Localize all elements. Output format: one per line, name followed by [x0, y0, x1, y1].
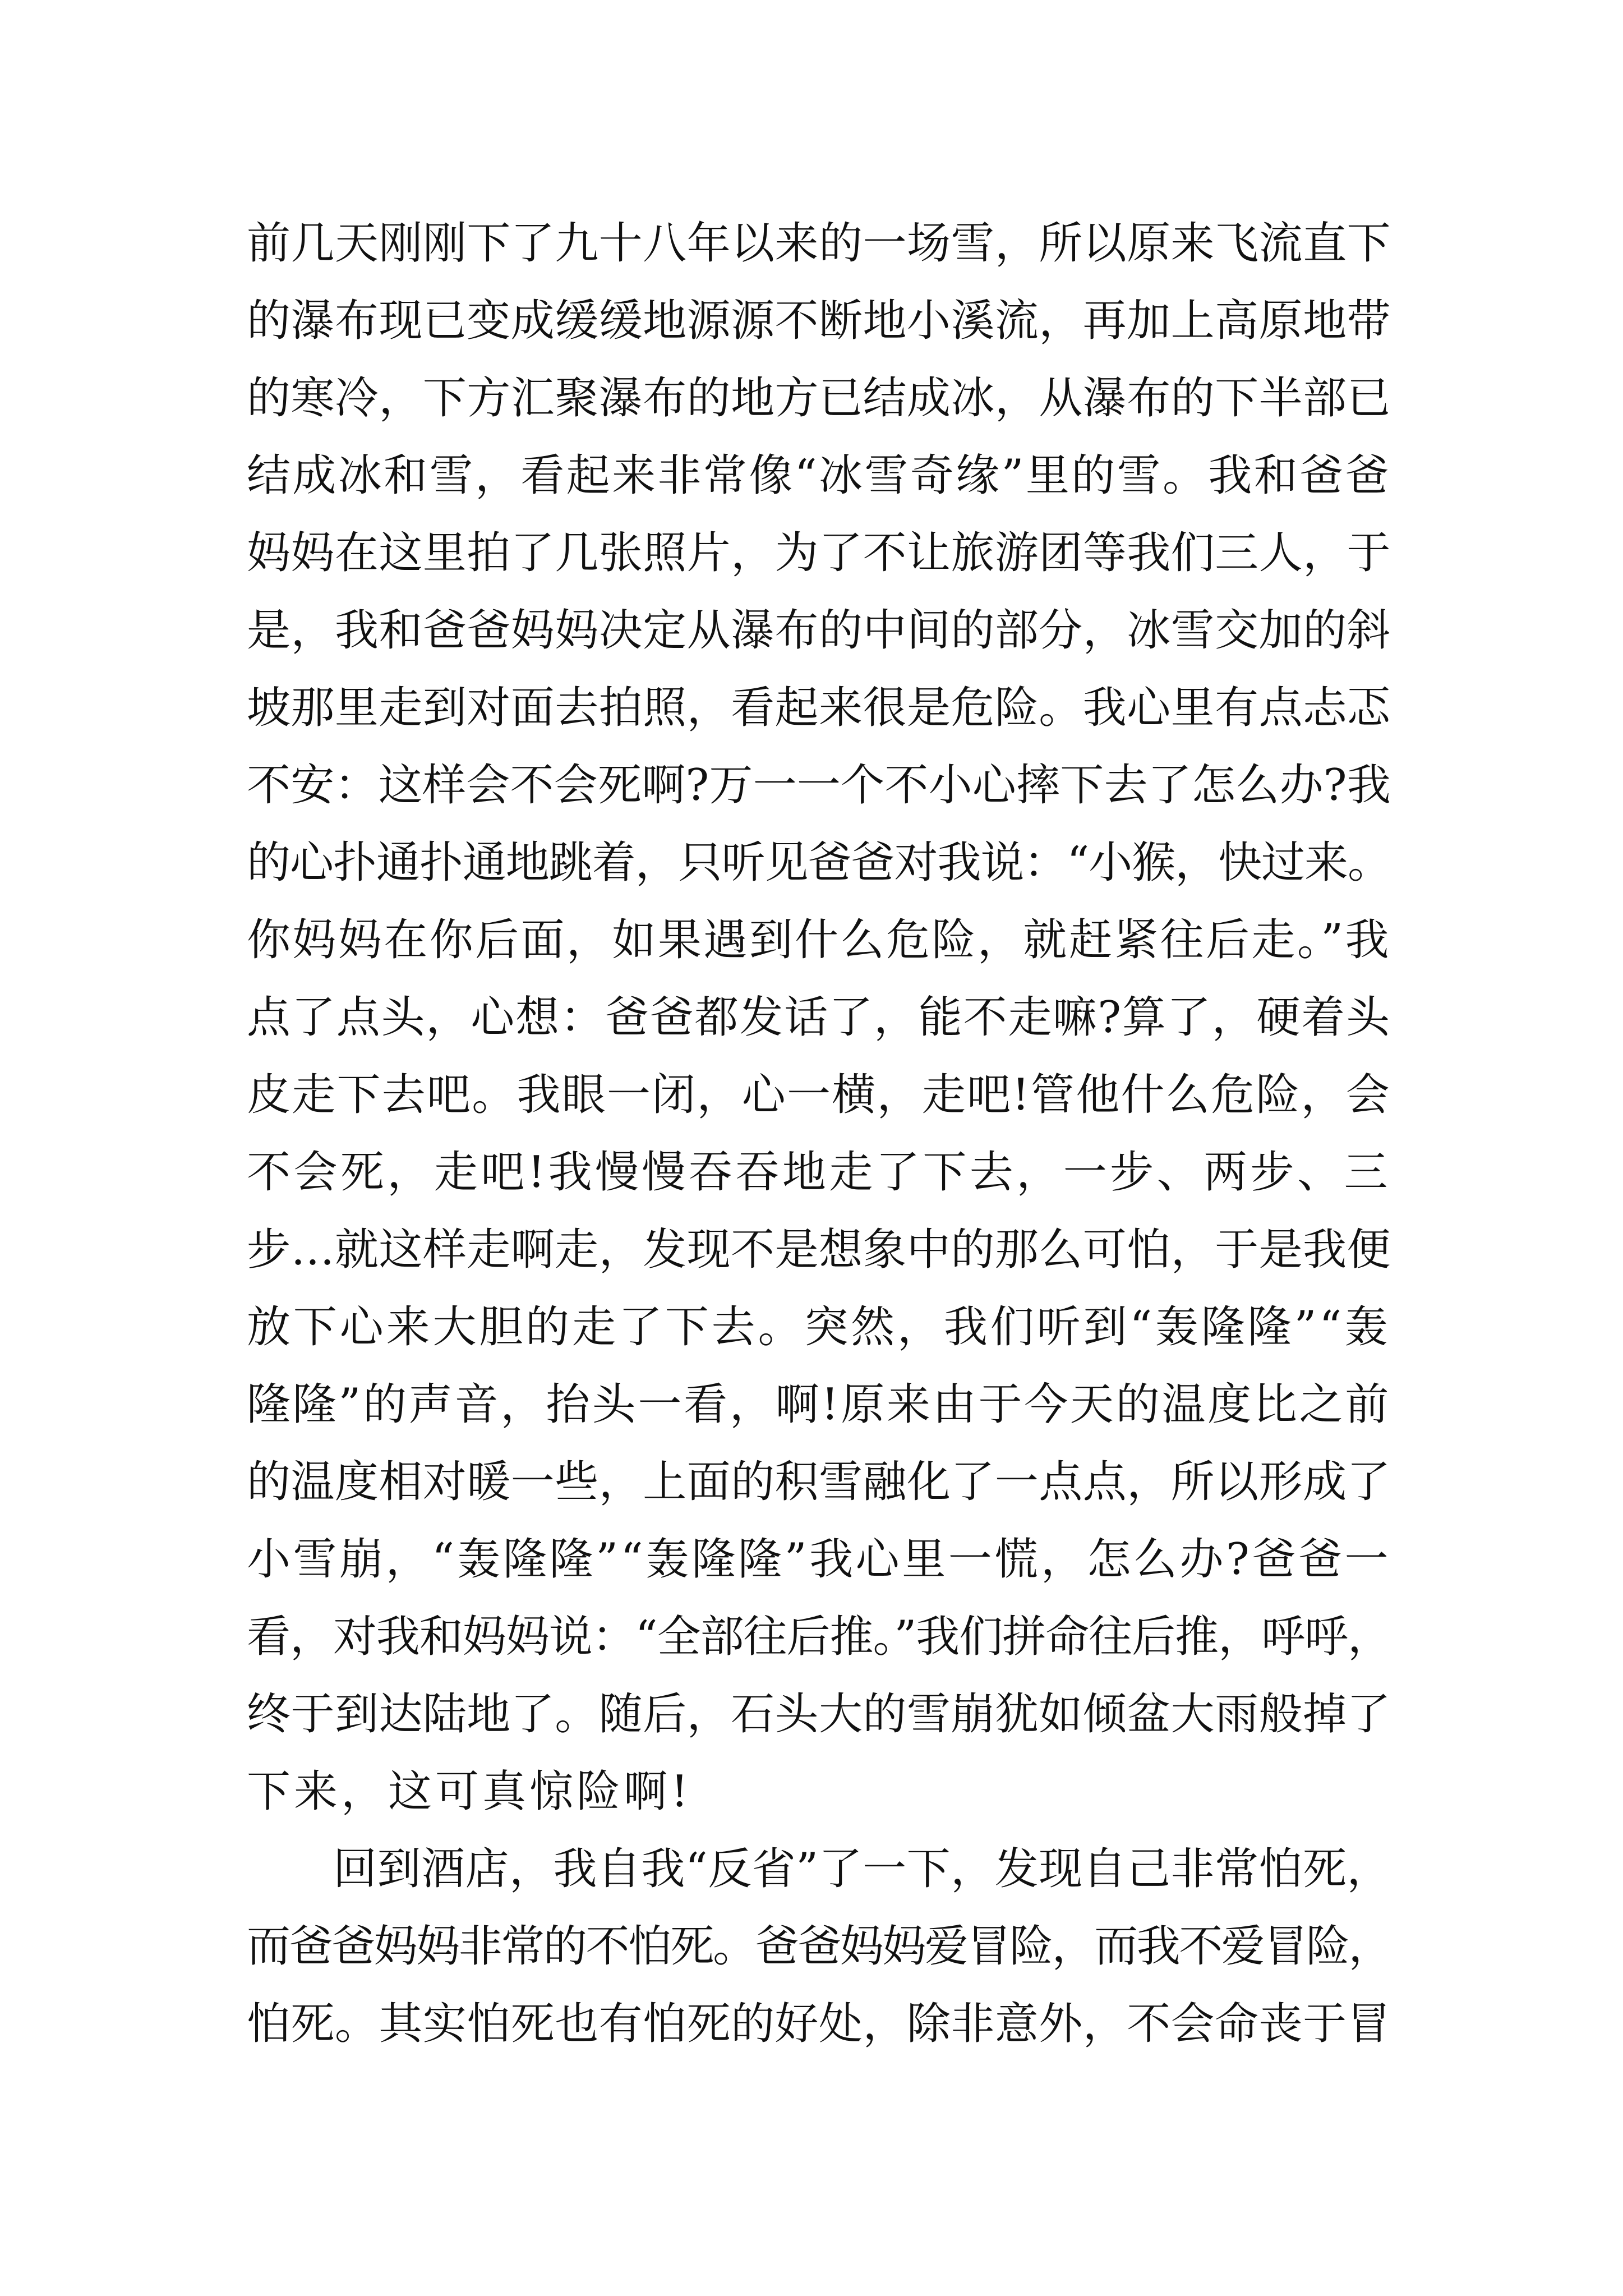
text-line: 的瀑布现已变成缓缓地源源不断地小溪流，再加上高原地带: [247, 296, 1391, 346]
text-line: 不会死，走吧!我慢慢吞吞地走了下去，一步、两步、三: [247, 1147, 1391, 1198]
text-line: 点了点头，心想：爸爸都发话了，能不走嘛?算了，硬着头: [247, 992, 1391, 1043]
text-line: 的寒冷，下方汇聚瀑布的地方已结成冰，从瀑布的下半部已: [247, 373, 1391, 424]
text-line: 下来，这可真惊险啊!: [247, 1766, 692, 1817]
text-line: 的心扑通扑通地跳着，只听见爸爸对我说：“小猴，快过来。: [247, 838, 1391, 888]
text-line: 坡那里走到对面去拍照，看起来很是危险。我心里有点忐忑: [247, 683, 1391, 733]
body-text: [247, 205, 1391, 2063]
text-line: 皮走下去吧。我眼一闭，心一横，走吧!管他什么危险，会: [247, 1070, 1391, 1120]
text-line: 终于到达陆地了。随后，石头大的雪崩犹如倾盆大雨般掉了: [247, 1689, 1391, 1740]
paragraph-start-line: 回到酒店，我自我“反省”了一下，发现自己非常怕死，: [333, 1844, 1391, 1894]
text-line: 看，对我和妈妈说：“全部往后推。”我们拼命往后推，呼呼，: [247, 1612, 1391, 1662]
text-line: 放下心来大胆的走了下去。突然，我们听到“轰隆隆”“轰: [247, 1302, 1391, 1352]
text-line: 妈妈在这里拍了几张照片，为了不让旅游团等我们三人，于: [247, 528, 1391, 578]
text-line: 小雪崩，“轰隆隆”“轰隆隆”我心里一慌，怎么办?爸爸一: [247, 1534, 1391, 1585]
text-line: 你妈妈在你后面，如果遇到什么危险，就赶紧往后走。”我: [247, 915, 1391, 965]
text-line: 步…就这样走啊走，发现不是想象中的那么可怕，于是我便: [247, 1225, 1391, 1275]
text-line: 是，我和爸爸妈妈决定从瀑布的中间的部分，冰雪交加的斜: [247, 605, 1391, 656]
text-line: 结成冰和雪，看起来非常像“冰雪奇缘”里的雪。我和爸爸: [247, 450, 1391, 501]
text-line: 而爸爸妈妈非常的不怕死。爸爸妈妈爱冒险，而我不爱冒险，: [247, 1921, 1391, 1972]
text-line: 怕死。其实怕死也有怕死的好处，除非意外，不会命丧于冒: [247, 1999, 1391, 2049]
text-line: 的温度相对暖一些，上面的积雪融化了一点点，所以形成了: [247, 1457, 1391, 1507]
text-line: 不安：这样会不会死啊?万一一个不小心摔下去了怎么办?我: [247, 760, 1391, 811]
text-line: 前几天刚刚下了九十八年以来的一场雪，所以原来飞流直下: [247, 218, 1391, 269]
text-line: 隆隆”的声音，抬头一看，啊!原来由于今天的温度比之前: [247, 1379, 1391, 1430]
